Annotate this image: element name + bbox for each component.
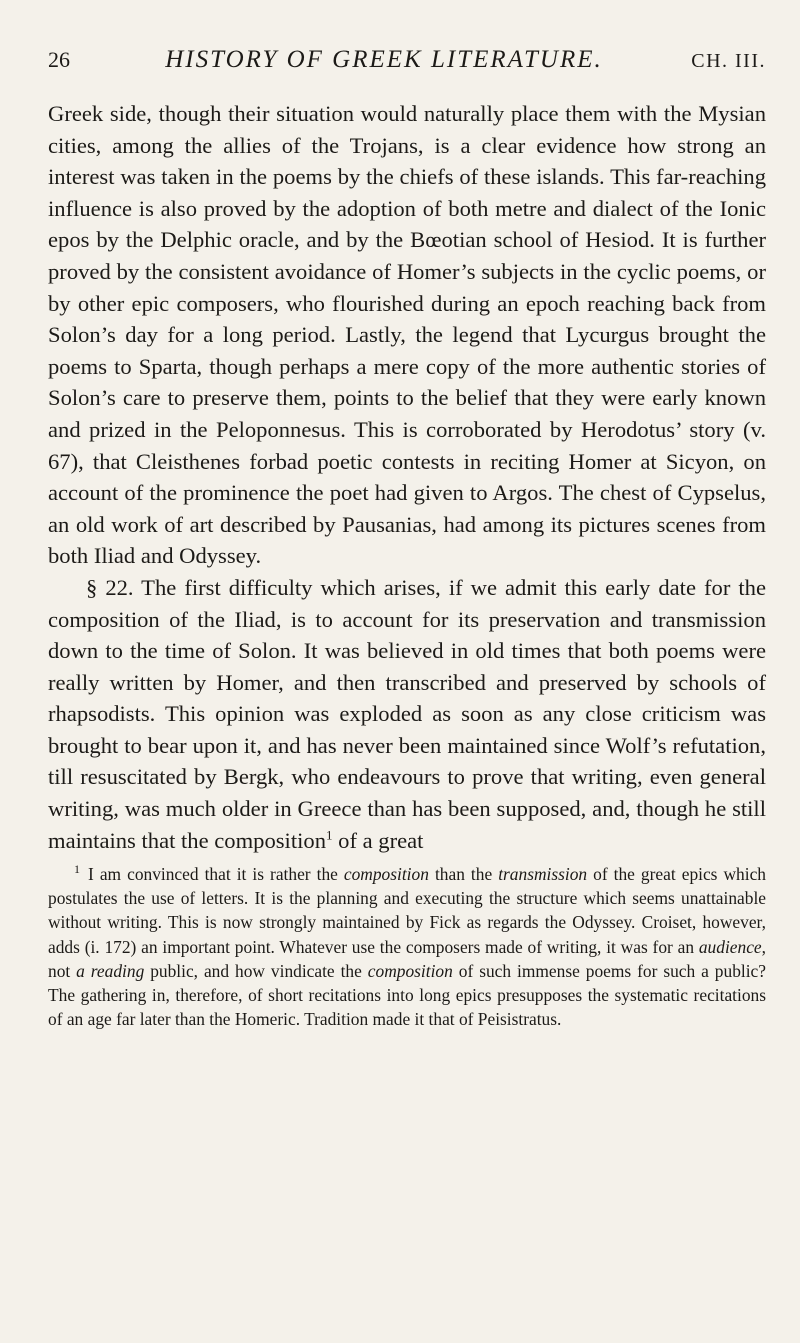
paragraph-text-end: of a great xyxy=(332,827,424,853)
footnote-text: I am convinced that it is rather the xyxy=(88,864,344,885)
footnote xyxy=(48,862,766,1031)
footnote-italic: transmission xyxy=(498,864,588,885)
footnote-italic: audience xyxy=(698,936,762,957)
footnote-text: of such immense poems for such a public? The gathering in, therefore, of short recitations into long epics presupposes the systematic recitations of an age far later than the Homeric. Tradition made it that of Peisistratus. xyxy=(48,960,766,1029)
footnote-reference: 1 xyxy=(326,827,333,843)
body-text xyxy=(48,98,766,856)
paragraph-text: § 22. The first difficulty which arises, if we admit this early date for the composition of the Iliad, is to account for its preservation and transmission down to the time of Solon. It was believed in old times that both poems were really written by Homer, and then transcribed and preserved by schools of rhapsodists. This opinion was exploded as soon as any close criticism was brought to bear upon it, and has never been maintained since Wolf’s refutation, till resuscitated by Bergk, who endeavours to prove that writing, even general writing, was much older in Greece than has been supposed, and, though he still maintains that the composition xyxy=(48,574,766,853)
page-number: 26 xyxy=(48,47,70,72)
footnote-italic: composition xyxy=(367,960,453,981)
footnote-italic: a reading xyxy=(76,960,145,981)
footnote-italic: composition xyxy=(343,864,429,885)
footnote-marker: 1 xyxy=(74,862,80,877)
running-title: HISTORY OF GREEK LITERATURE. xyxy=(165,46,603,73)
footnote-text: public, and how vindicate the xyxy=(144,960,368,981)
chapter-label: CH. III. xyxy=(691,50,766,72)
footnote-text: , not xyxy=(48,936,766,981)
section-paragraph xyxy=(48,572,766,856)
footnote-text: than the xyxy=(428,864,499,885)
footnote-text: of the great epics which postulates the use of letters. It is the planning and executing the structure which seems unattainable without writing. This is now strongly maintained by Fick as regards the Odyssey. Croiset, however, adds (i. 172) an important point. Whatever use the composers made of writing, it was for an xyxy=(48,864,766,957)
paragraph: Greek side, though their situation would naturally place them with the Mysian cities, among the allies of the Trojans, is a clear evidence how strong an interest was taken in the poems by the chiefs of these islands. This far-reaching influence is also proved by the adoption of both metre and dialect of the Ionic epos by the Delphic oracle, and by the Bœotian school of Hesiod. It is further proved by the consistent avoidance of Homer’s subjects in the cyclic poems, or by other epic composers, who flourished during an epoch reaching back from Solon’s day for a long period. Lastly, the legend that Lycurgus brought the poems to Sparta, though perhaps a mere copy of the more authentic stories of Solon’s care to preserve them, points to the belief that they were early known and prized in the Peloponnesus. This is corroborated by Herodotus’ story (v. 67), that Cleisthenes forbad poetic contests in reciting Homer at Sicyon, on account of the prominence the poet had given to Argos. The chest of Cypselus, an old work of art described by Pausanias, had among its pictures scenes from both Iliad and Odyssey. xyxy=(48,101,766,569)
running-head xyxy=(48,46,766,84)
